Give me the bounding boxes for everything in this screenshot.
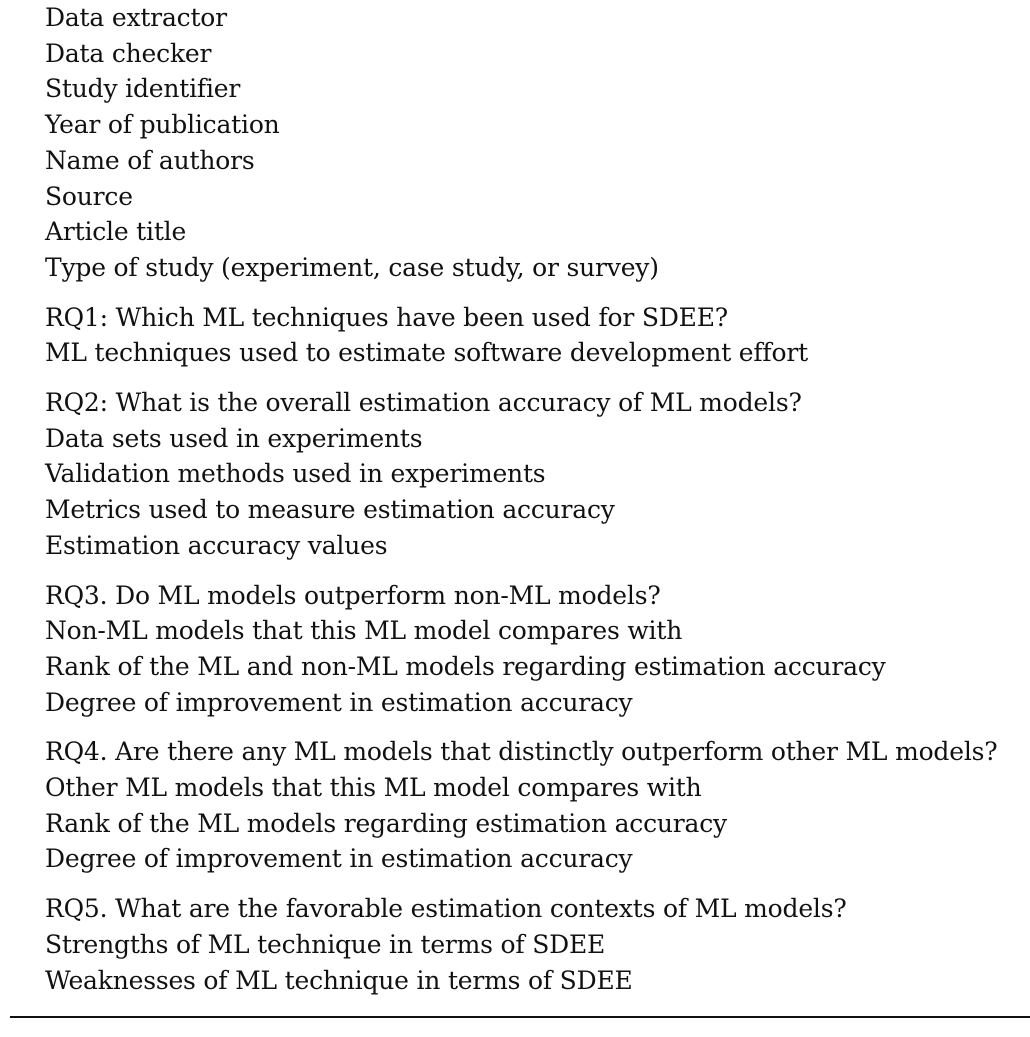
rq4-item-other-ml-models: Other ML models that this ML model compares with	[45, 773, 702, 803]
field-source: Source	[45, 181, 133, 211]
field-article-title: Article title	[45, 217, 187, 247]
rq3-question: RQ3. Do ML models outperform non-ML models?	[45, 580, 661, 610]
rq5-item-strengths: Strengths of ML technique in terms of SDEE	[45, 929, 606, 959]
rq3-item-rank: Rank of the ML and non-ML models regarding estimation accuracy	[45, 651, 886, 681]
section-rq3	[45, 578, 1030, 721]
field-study-identifier: Study identifier	[45, 74, 241, 104]
rq4-item-rank: Rank of the ML models regarding estimation accuracy	[45, 808, 727, 838]
rq2-item-validation-methods: Validation methods used in experiments	[45, 459, 546, 489]
field-name-of-authors: Name of authors	[45, 145, 255, 175]
field-type-of-study: Type of study (experiment, case study, or survey)	[45, 252, 659, 282]
field-data-extractor: Data extractor	[45, 3, 227, 32]
rq2-item-data-sets: Data sets used in experiments	[45, 423, 423, 453]
section-study-metadata	[45, 0, 1030, 286]
rq5-item-weaknesses: Weaknesses of ML technique in terms of SDEE	[45, 965, 633, 995]
section-rq4	[45, 734, 1030, 877]
rq4-item-degree-of-improvement: Degree of improvement in estimation accuracy	[45, 844, 633, 874]
rq4-question: RQ4. Are there any ML models that distinctly outperform other ML models?	[45, 737, 998, 767]
rq1-question: RQ1: Which ML techniques have been used for SDEE?	[45, 302, 728, 332]
rq2-item-accuracy-values: Estimation accuracy values	[45, 530, 388, 560]
rq2-item-metrics: Metrics used to measure estimation accuracy	[45, 495, 615, 525]
data-extraction-form	[45, 0, 1030, 1012]
section-rq2	[45, 385, 1030, 564]
rq5-question: RQ5. What are the favorable estimation contexts of ML models?	[45, 894, 847, 924]
rq3-item-degree-of-improvement: Degree of improvement in estimation accuracy	[45, 687, 633, 717]
field-year-of-publication: Year of publication	[45, 110, 280, 140]
rq1-item-ml-techniques: ML techniques used to estimate software development effort	[45, 338, 808, 368]
rq2-question: RQ2: What is the overall estimation accuracy of ML models?	[45, 388, 802, 418]
table-bottom-rule	[10, 1016, 1030, 1018]
field-data-checker: Data checker	[45, 38, 212, 68]
rq3-item-non-ml-models: Non-ML models that this ML model compares with	[45, 616, 683, 646]
section-rq5	[45, 891, 1030, 998]
section-rq1	[45, 300, 1030, 371]
